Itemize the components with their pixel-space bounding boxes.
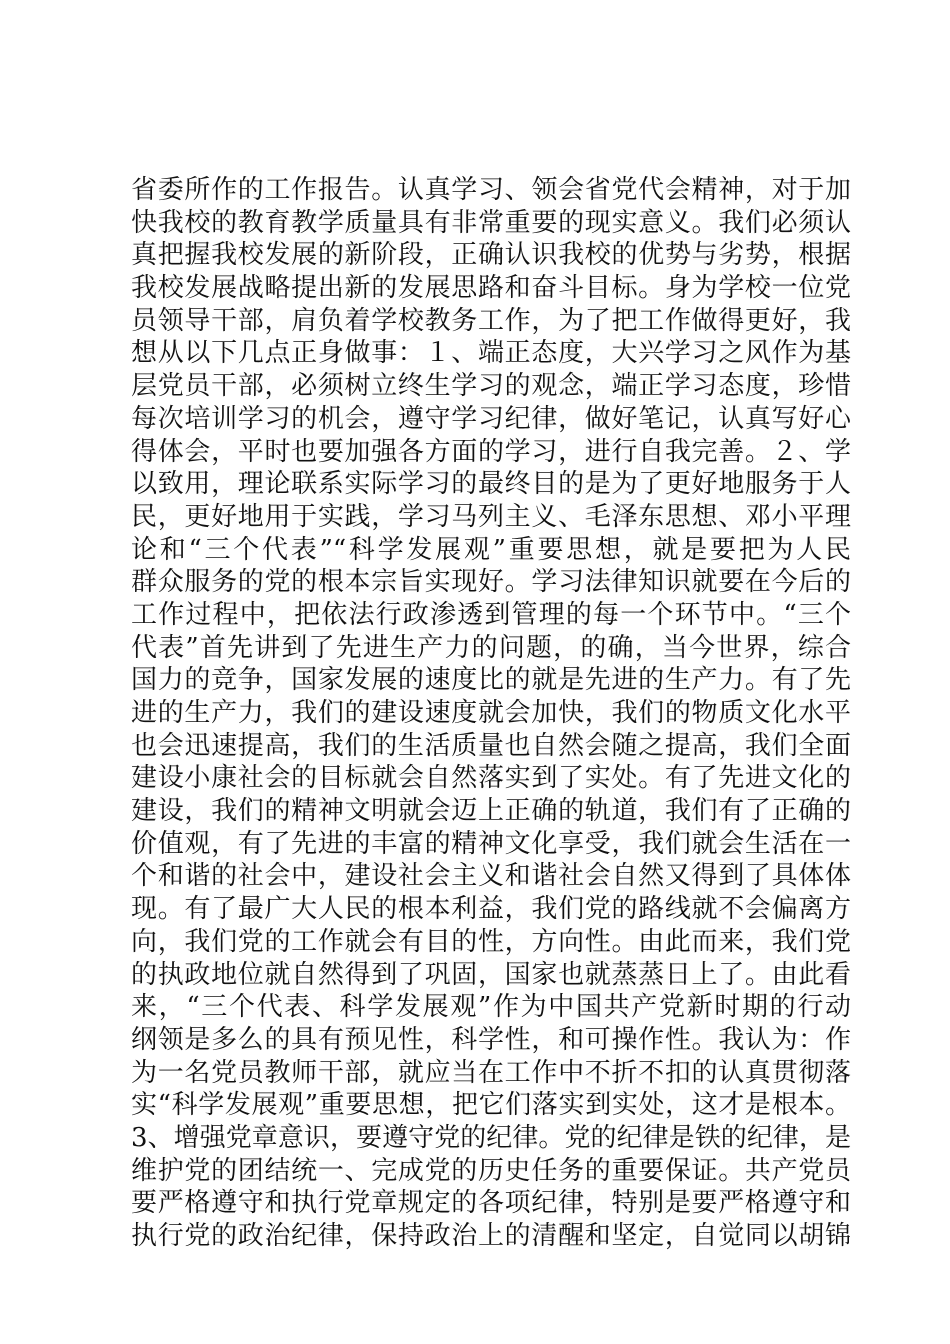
text-line: 要严格遵守和执行党章规定的各项纪律，特别是要严格遵守和 [131,1188,851,1219]
text-line: 向，我们党的工作就会有目的性，方向性。由此而来，我们党 [131,926,851,957]
text-line: 论和“三个代表”“科学发展观”重要思想，就是要把为人民 [131,534,851,565]
text-line: 我校发展战略提出新的发展思路和奋斗目标。身为学校一位党 [131,273,851,304]
text-line: 群众服务的党的根本宗旨实现好。学习法律知识就要在今后的 [131,567,851,598]
text-line: 国力的竞争，国家发展的速度比的就是先进的生产力。有了先 [131,665,851,696]
text-line: 进的生产力，我们的建设速度就会加快，我们的物质文化水平 [131,698,851,728]
text-line: 快我校的教育教学质量具有非常重要的现实意义。我们必须认 [131,207,851,238]
body-text [131,174,851,1253]
text-line: 来，“三个代表、科学发展观”作为中国共产党新时期的行动 [131,992,851,1023]
text-line: 工作过程中，把依法行政渗透到管理的每一个环节中。“三个 [131,599,851,630]
text-line: 实“科学发展观”重要思想，把它们落实到实处，这才是根本。 [131,1090,851,1121]
text-line: 3、增强党章意识，要遵守党的纪律。党的纪律是铁的纪律，是 [131,1122,851,1153]
text-line: 个和谐的社会中，建设社会主义和谐社会自然又得到了具体体 [131,861,851,892]
text-line: 建设，我们的精神文明就会迈上正确的轨道，我们有了正确的 [131,796,851,827]
text-line: 代表”首先讲到了先进生产力的问题，的确，当今世界，综合 [131,632,851,663]
text-line: 得体会，平时也要加强各方面的学习，进行自我完善。２、学 [131,436,851,467]
text-line: 想从以下几点正身做事：１、端正态度，大兴学习之风作为基 [131,338,851,369]
text-line: 现。有了最广大人民的根本利益，我们党的路线就不会偏离方 [131,894,851,925]
text-line: 省委所作的工作报告。认真学习、领会省党代会精神，对于加 [131,175,851,205]
text-line: 民，更好地用于实践，学习马列主义、毛泽东思想、邓小平理 [131,501,851,532]
text-line: 以致用，理论联系实际学习的最终目的是为了更好地服务于人 [131,469,851,500]
text-line: 为一名党员教师干部，就应当在工作中不折不扣的认真贯彻落 [131,1057,851,1088]
text-line: 每次培训学习的机会，遵守学习纪律，做好笔记，认真写好心 [131,403,851,434]
text-line: 的执政地位就自然得到了巩固，国家也就蒸蒸日上了。由此看 [131,959,851,990]
text-line: 纲领是多么的具有预见性，科学性，和可操作性。我认为：作 [131,1024,851,1055]
text-line: 建设小康社会的目标就会自然落实到了实处。有了先进文化的 [131,763,851,794]
text-line: 也会迅速提高，我们的生活质量也自然会随之提高，我们全面 [131,730,851,761]
text-line: 执行党的政治纪律，保持政治上的清醒和坚定，自觉同以胡锦 [131,1221,851,1251]
text-line: 维护党的团结统一、完成党的历史任务的重要保证。共产党员 [131,1155,851,1186]
text-line: 层党员干部，必须树立终生学习的观念，端正学习态度，珍惜 [131,371,851,402]
text-line: 员领导干部，肩负着学校教务工作，为了把工作做得更好，我 [131,305,851,336]
text-line: 价值观，有了先进的丰富的精神文化享受，我们就会生活在一 [131,828,851,859]
text-line: 真把握我校发展的新阶段，正确认识我校的优势与劣势，根据 [131,240,851,271]
